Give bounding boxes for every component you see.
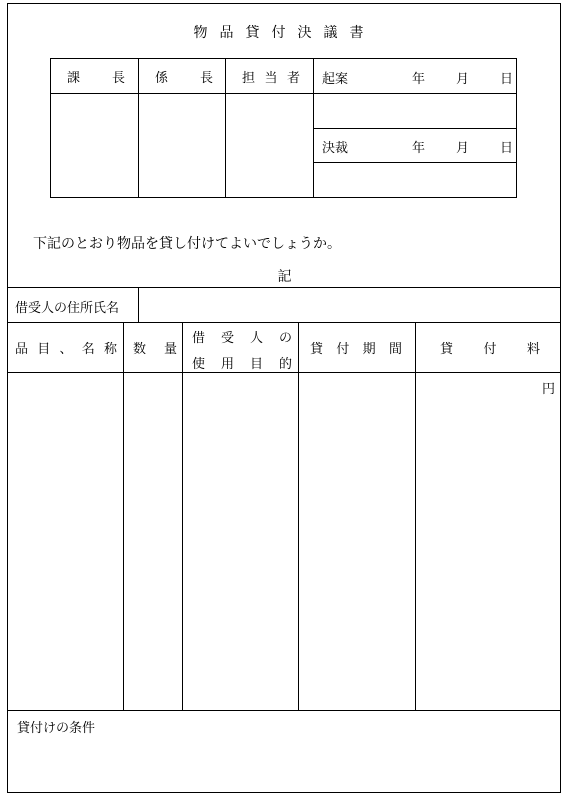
conditions-label: 貸付けの条件 bbox=[17, 721, 96, 736]
draft-date-row: 起案 年 月 日 bbox=[322, 59, 512, 93]
purpose-header-bottom: 使 用 目 的 bbox=[192, 356, 292, 372]
form-title: 物品貸付決議書 bbox=[193, 25, 376, 41]
subsection-chief-header: 係 長 bbox=[155, 70, 213, 86]
decision-label: 決裁 bbox=[322, 141, 349, 156]
decision-date-row: 決裁 年 月 日 bbox=[322, 128, 512, 162]
fee-header: 貸 付 料 bbox=[440, 341, 540, 357]
section-chief-header: 課 長 bbox=[67, 70, 125, 86]
ki-heading: 記 bbox=[277, 269, 292, 285]
yen-unit: 円 bbox=[541, 382, 555, 397]
person-in-charge-header: 担 当 者 bbox=[242, 70, 300, 86]
purpose-header-top: 借 受 人 の bbox=[192, 330, 292, 346]
approval-table bbox=[50, 58, 517, 198]
item-name-header: 品 目 、 名 称 bbox=[15, 341, 117, 357]
borrower-label: 借受人の住所氏名 bbox=[15, 301, 120, 316]
draft-label: 起案 bbox=[322, 72, 349, 87]
intro-text: 下記のとおり物品を貸し付けてよいでしょうか。 bbox=[33, 236, 341, 252]
period-header: 貸 付 期 間 bbox=[310, 341, 402, 357]
quantity-header: 数 量 bbox=[133, 341, 177, 357]
